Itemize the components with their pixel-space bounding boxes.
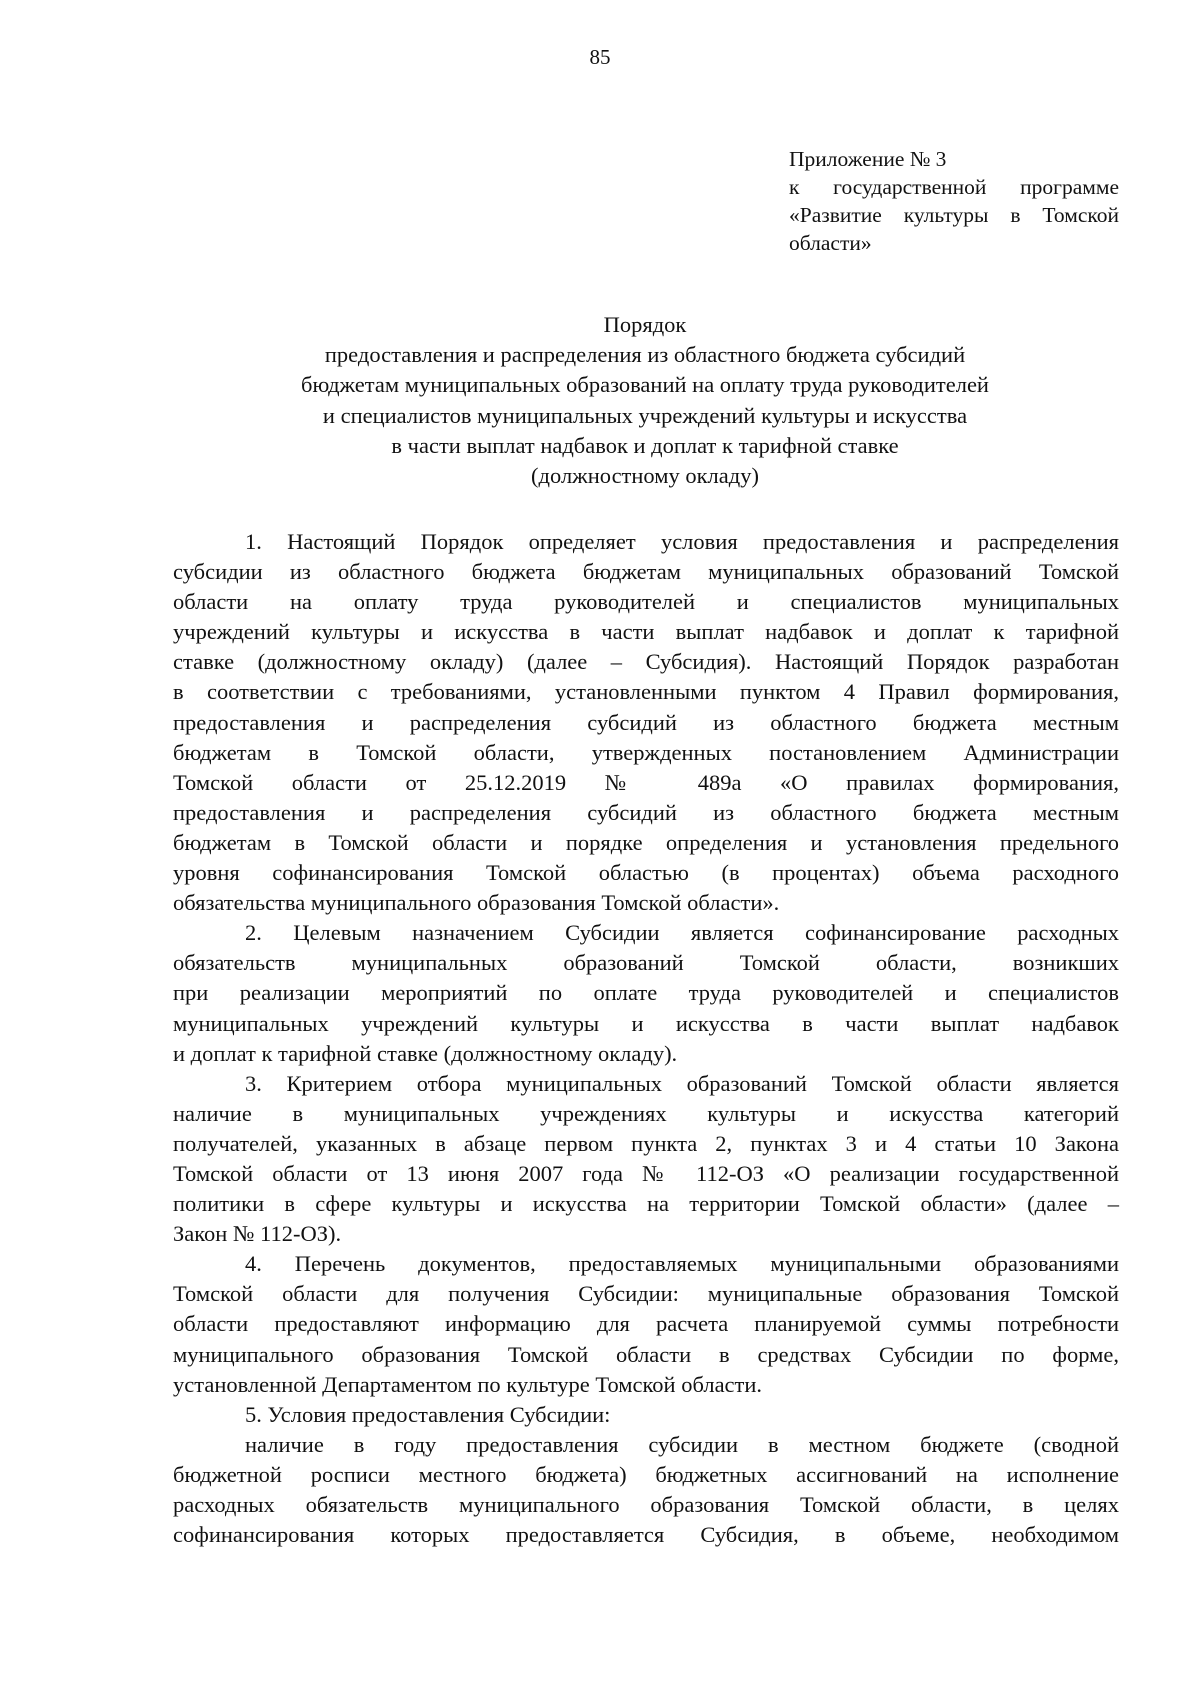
title-line: в части выплат надбавок и доплат к тарифной ставке	[391, 432, 899, 458]
paragraph-line: получателей, указанных в абзаце первом пункта 2, пунктах 3 и 4 статьи 10 Закона	[173, 1130, 1119, 1156]
paragraph-line: Томской области от 13 июня 2007 года № 112-ОЗ «О реализации государственной	[173, 1160, 1119, 1186]
paragraph-line: обязательств муниципальных образований Томской области, возникших	[173, 950, 1119, 976]
paragraph-line: области на оплату труда руководителей и специалистов муниципальных	[173, 589, 1119, 615]
paragraph-line: и доплат к тарифной ставке (должностному окладу).	[173, 1040, 678, 1066]
paragraph-line: бюджетной росписи местного бюджета) бюджетных ассигнований на исполнение	[173, 1461, 1119, 1487]
paragraph-line: наличие в муниципальных учреждениях культуры и искусства категорий	[173, 1100, 1119, 1126]
paragraph-line: предоставления и распределения субсидий из областного бюджета местным	[173, 799, 1119, 825]
paragraph-line: в соответствии с требованиями, установленными пунктом 4 Правил формирования,	[173, 679, 1119, 705]
paragraph-line: субсидии из областного бюджета бюджетам муниципальных образований Томской	[173, 559, 1119, 585]
paragraph-line: 5. Условия предоставления Субсидии:	[245, 1401, 611, 1427]
paragraph-line: 3. Критерием отбора муниципальных образований Томской области является	[245, 1070, 1119, 1096]
paragraph-line: предоставления и распределения субсидий из областного бюджета местным	[173, 709, 1119, 735]
paragraph-line: Томской области для получения Субсидии: муниципальные образования Томской	[173, 1281, 1119, 1307]
appendix-line: области»	[789, 231, 872, 255]
paragraph-line: Закон № 112-ОЗ).	[173, 1221, 342, 1247]
paragraph-line: области предоставляют информацию для расчета планируемой суммы потребности	[173, 1311, 1119, 1337]
paragraph-line: ставке (должностному окладу) (далее – Субсидия). Настоящий Порядок разработан	[173, 649, 1119, 675]
page-number: 85	[589, 45, 611, 69]
paragraph-line: бюджетам в Томской области и порядке определения и установления предельного	[173, 829, 1119, 855]
paragraph-line: 1. Настоящий Порядок определяет условия предоставления и распределения	[245, 529, 1119, 554]
paragraph-line: муниципального образования Томской области в средствах Субсидии по форме,	[173, 1341, 1119, 1367]
paragraph-line: софинансирования которых предоставляется Субсидия, в объеме, необходимом	[173, 1522, 1119, 1548]
appendix-line: к государственной программе	[789, 175, 1119, 199]
document-title	[170, 310, 1120, 491]
paragraph-line: при реализации мероприятий по оплате труда руководителей и специалистов	[173, 980, 1119, 1006]
paragraph-line: политики в сфере культуры и искусства на территории Томской области» (далее –	[173, 1191, 1119, 1217]
document-body	[173, 527, 1119, 1550]
paragraph-line: муниципальных учреждений культуры и искусства в части выплат надбавок	[173, 1010, 1119, 1036]
paragraph-line: Томской области от 25.12.2019 № 489а «О правилах формирования,	[173, 769, 1119, 795]
title-line: бюджетам муниципальных образований на оплату труда руководителей	[301, 372, 989, 398]
paragraph-line: 2. Целевым назначением Субсидии является софинансирование расходных	[245, 920, 1119, 946]
paragraph-line: уровня софинансирования Томской областью (в процентах) объема расходного	[173, 860, 1119, 886]
appendix-line: «Развитие культуры в Томской	[789, 203, 1119, 227]
title-line: (должностному окладу)	[531, 463, 759, 489]
paragraph-line: 4. Перечень документов, предоставляемых муниципальными образованиями	[245, 1251, 1119, 1277]
paragraph-line: бюджетам в Томской области, утвержденных постановлением Администрации	[173, 739, 1119, 765]
appendix-title: Приложение № 3	[789, 147, 947, 171]
title-line: и специалистов муниципальных учреждений культуры и искусства	[322, 402, 968, 428]
paragraph-line: расходных обязательств муниципального образования Томской области, в целях	[173, 1492, 1119, 1517]
paragraph-line: наличие в году предоставления субсидии в местном бюджете (сводной	[245, 1431, 1119, 1457]
paragraph-line: установленной Департаментом по культуре Томской области.	[173, 1371, 763, 1397]
appendix-block	[789, 145, 1119, 257]
paragraph-line: учреждений культуры и искусства в части выплат надбавок и доплат к тарифной	[173, 619, 1119, 645]
title-line: предоставления и распределения из областного бюджета субсидий	[324, 342, 966, 368]
title-heading: Порядок	[603, 312, 687, 337]
paragraph-line: обязательства муниципального образования Томской области».	[173, 890, 780, 916]
